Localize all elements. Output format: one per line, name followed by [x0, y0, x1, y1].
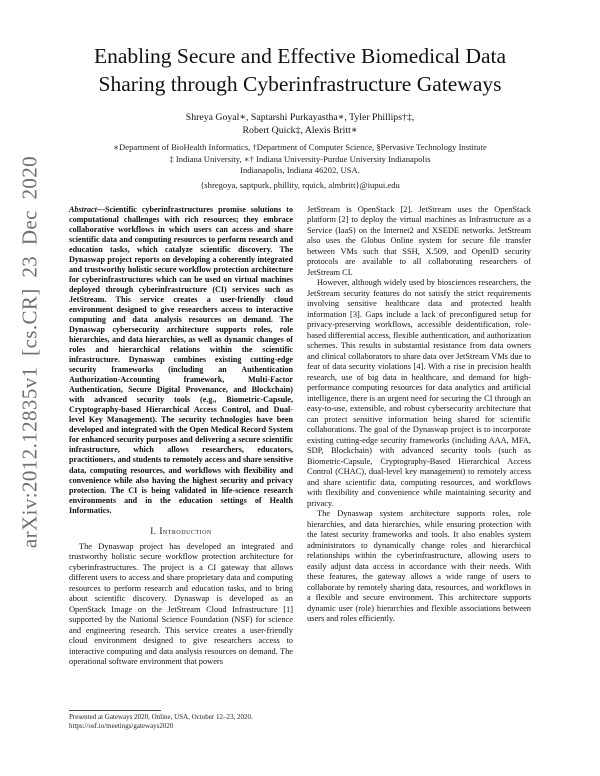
- paper-title-line1: Enabling Secure and Effective Biomedical Data: [93, 44, 507, 68]
- affiliation-line2: ‡ Indiana University, ∗† Indiana University-Purdue University Indianapolis: [169, 153, 431, 164]
- body-paragraph-security-gaps: However, although widely used by biosciences researchers, the JetStream security features do not satisfy the strict requirements involving sensitive healthcare data and protected health information [3]. Gaps include a lack of preconfigured setup for privacy-preserving workflows, accessible deidentification, role-based differential access, flexible authentication, and authorization schemes. This results in substantial resistance from data owners and clinical collaborators to share data over JetStream VMs due to fear of data security violations [4]. With a rise in precision health research, use of big data in healthcare, and demand for high-performance computing resources for data analytics and artificial intelligence, there is an urgent need for securing the CI through an easy-to-use, extensible, and robust cybersecurity architecture that can protect sensitive information being shared for scientific collaborations. The goal of the Dynaswap project is to incorporate existing cutting-edge security frameworks (including AAA, MFA, SDP, Blockchain) with advanced security tools (such as Biometric-Capsule, Cryptography-Based Hierarchical Access Control (CHAC), dual-level key management) to remotely access and share scientific data, computing resources, and workflows with flexibility and convenience while maintaining security and privacy.: [307, 278, 531, 508]
- body-paragraph-architecture: The Dynaswap system architecture supports roles, role hierarchies, and data hierarchies, while ensuring protection with the latest security frameworks and tools. It also enables system administrators to dynamically change roles and hierarchical relationships within the cyberinfrastructure, allowing users to easily adjust data access in accordance with their needs. With these features, the gateway allows a wide range of users to collaborate by remotely sharing data, resources, and workflows in a flexible and secure environment. This architecture supports dynamic user (role) hierarchies and flexible associations between users and roles efficiently.: [307, 509, 531, 624]
- authors-line2: Robert Quick‡, Alexis Britt∗: [242, 125, 358, 137]
- author-list: [69, 111, 531, 138]
- author-emails: {shregoya, saptpurk, phillity, rquick, almbritt}@iupui.edu: [200, 179, 400, 190]
- paper-title-line2: Sharing through Cyberinfrastructure Gateways: [98, 72, 502, 97]
- affiliation-line1: ∗Department of BioHealth Informatics, †Department of Computer Science, §Pervasive Technology Institute: [113, 142, 487, 153]
- affiliation-line3: Indianapolis, Indiana 46202, USA.: [240, 165, 360, 176]
- two-column-body: [69, 205, 531, 732]
- abstract-label: Abstract: [69, 204, 97, 214]
- right-column: [307, 205, 531, 732]
- abstract: [69, 205, 293, 516]
- section-heading-introduction: I. Introduction: [150, 525, 212, 536]
- paper-content: [69, 30, 531, 732]
- abstract-text: —Scientific cyberinfrastructures promise solutions to computational challenges with rich resources; they embrace collaborative workflows in which users can access and share scientific data and computing resources to perform research and education tasks, which catalyze scientific discovery. The Dynaswap project reports on developing a coherently integrated and trustworthy holistic secure workflow protection architecture for cyberinfrastructures which can be used on virtual machines deployed through cyberinfrastructure (CI) services such as JetStream. This service creates a user-friendly cloud environment designed to give researchers access to interactive computing and data analysis resources on demand. The Dynaswap cybersecurity architecture supports roles, role hierarchies, and data hierarchies, as well as dynamic changes of roles and hierarchical relations within the scientific infrastructure. Dynaswap combines existing cutting-edge security frameworks (including an Authentication Authorization-Accounting framework, Multi-Factor Authentication, Secure Digital Provenance, and Blockchain) with advanced security tools (e.g., Biometric-Capsule, Cryptography-based Hierarchical Access Control, and Dual-level Key Management). The security technologies have been developed and integrated with the Open Medical Record System for enhanced security purposes and delivering a secure scientific infrastructure, which allows researchers, educators, practitioners, and students to remotely access and share sensitive data, computing resources, and workflows with flexibility and convenience while also having the highest security and privacy protection. The CI is being validated in life-science research environments and in the education settings of Health Informatics.: [69, 204, 293, 515]
- arxiv-watermark: arXiv:2012.12835v1 [cs.CR] 23 Dec 2020: [17, 155, 42, 549]
- footnote: [69, 710, 293, 732]
- authors-line1: Shreya Goyal∗, Saptarshi Purkayastha∗, Tyler Phillips†‡,: [185, 111, 415, 123]
- footnote-url-link[interactable]: https://osf.io/meetings/gateways2020: [69, 722, 174, 731]
- intro-paragraph: The Dynaswap project has developed an integrated and trustworthy holistic secure workflow protection architecture for cyberinfrastructures. The project is a CI gateway that allows different users to access and share proprietary data and computing resources to perform research and education tasks, and to bring about scientific discovery. Dynaswap is developed as an OpenStack Image on the JetStream Cloud Infrastructure [1] supported by the National Science Foundation (NSF) for science and engineering research. This service creates a user-friendly cloud environment designed to give researchers access to interactive computing and data analysis resources on demand. The operational software environment that powers: [69, 541, 293, 667]
- left-column: [69, 205, 293, 732]
- footnote-rule: [69, 710, 161, 711]
- body-paragraph-jetstream: JetStream is OpenStack [2]. JetStream uses the OpenStack platform [2] to deploy the virtual machines as Infrastructure as a Service (IaaS) on the Internet2 and XSEDE networks. JetStream also uses the Globus Online system for secure file transfer between VMs such that SSH, X.509, and OpenID security protocols are available to all collaborating researchers of JetStream CI.: [307, 204, 531, 277]
- affiliations: [69, 142, 531, 177]
- paper-title: [69, 42, 531, 99]
- footnote-presented-at: Presented at Gateways 2020, Online, USA, October 12–23, 2020.: [69, 712, 253, 721]
